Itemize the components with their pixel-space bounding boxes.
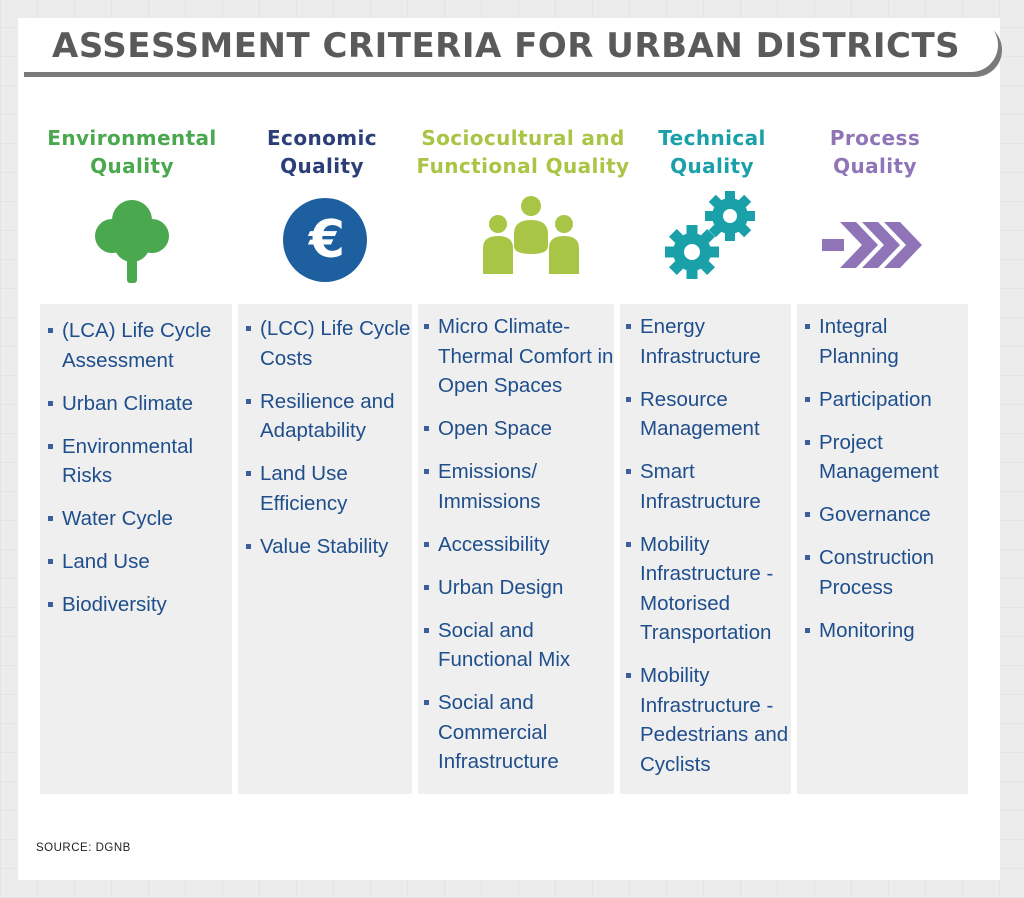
column-process-quality: [797, 304, 968, 794]
list-item: Resource Management: [620, 385, 791, 444]
list-item: Participation: [799, 385, 968, 415]
column-economic-quality: [238, 304, 412, 794]
heading-line: Technical: [658, 126, 766, 150]
list-item: Monitoring: [799, 616, 968, 646]
heading-line: Quality: [90, 154, 174, 178]
list-item: Value Stability: [240, 532, 412, 562]
title-bar: [20, 18, 998, 72]
list-item: Mobility Infrastructure - Pedestrians and Cyclists: [620, 661, 791, 779]
list-item: Land Use: [42, 547, 232, 577]
criteria-list: [238, 304, 412, 561]
list-item: Emissions/ Immissions: [418, 457, 614, 516]
heading-line: Quality: [280, 154, 364, 178]
list-item: Land Use Efficiency: [240, 459, 412, 518]
list-item: Water Cycle: [42, 504, 232, 534]
column-sociocultural-functional-quality: [418, 304, 614, 794]
list-item: (LCA) Life Cycle Assessment: [42, 316, 232, 375]
list-item: Project Management: [799, 428, 968, 487]
heading-line: Process: [829, 126, 921, 150]
heading-line: Sociocultural and: [421, 126, 625, 150]
criteria-list: [40, 304, 232, 620]
list-item: Micro Climate-Thermal Comfort in Open Spaces: [418, 312, 614, 401]
source-note: SOURCE: DGNB: [36, 842, 131, 854]
people-icon: [482, 196, 580, 276]
list-item: Social and Functional Mix: [418, 616, 614, 675]
list-item: (LCC) Life Cycle Costs: [240, 314, 412, 373]
page-title: ASSESSMENT CRITERIA FOR URBAN DISTRICTS: [52, 26, 961, 66]
heading-environmental-quality: [42, 124, 222, 180]
heading-process-quality: [796, 124, 954, 180]
list-item: Environmental Risks: [42, 432, 232, 491]
gears-icon: [664, 190, 760, 284]
tree-icon: [92, 196, 172, 286]
list-item: Mobility Infrastructure - Motorised Transportation: [620, 530, 791, 648]
heading-technical-quality: [632, 124, 792, 180]
list-item: Governance: [799, 500, 968, 530]
list-item: Construction Process: [799, 543, 968, 602]
list-item: Resilience and Adaptability: [240, 387, 412, 446]
column-environmental-quality: [40, 304, 232, 794]
list-item: Urban Design: [418, 573, 614, 603]
list-item: Social and Commercial Infrastructure: [418, 688, 614, 777]
svg-text:€: €: [308, 210, 346, 270]
list-item: Urban Climate: [42, 389, 232, 419]
list-item: Biodiversity: [42, 590, 232, 620]
heading-line: Functional Quality: [416, 154, 630, 178]
heading-line: Environmental: [47, 126, 217, 150]
list-item: Smart Infrastructure: [620, 457, 791, 516]
heading-sociocultural-functional-quality: [410, 124, 636, 180]
chevrons-icon: [822, 220, 924, 270]
heading-economic-quality: [232, 124, 412, 180]
list-item: Integral Planning: [799, 312, 968, 371]
heading-line: Quality: [670, 154, 754, 178]
euro-icon: [282, 197, 368, 283]
column-technical-quality: [620, 304, 791, 794]
criteria-list: [620, 304, 791, 779]
criteria-list: [797, 304, 968, 645]
heading-line: Economic: [267, 126, 377, 150]
list-item: Energy Infrastructure: [620, 312, 791, 371]
criteria-list: [418, 304, 614, 777]
list-item: Accessibility: [418, 530, 614, 560]
heading-line: Quality: [833, 154, 917, 178]
list-item: Open Space: [418, 414, 614, 444]
